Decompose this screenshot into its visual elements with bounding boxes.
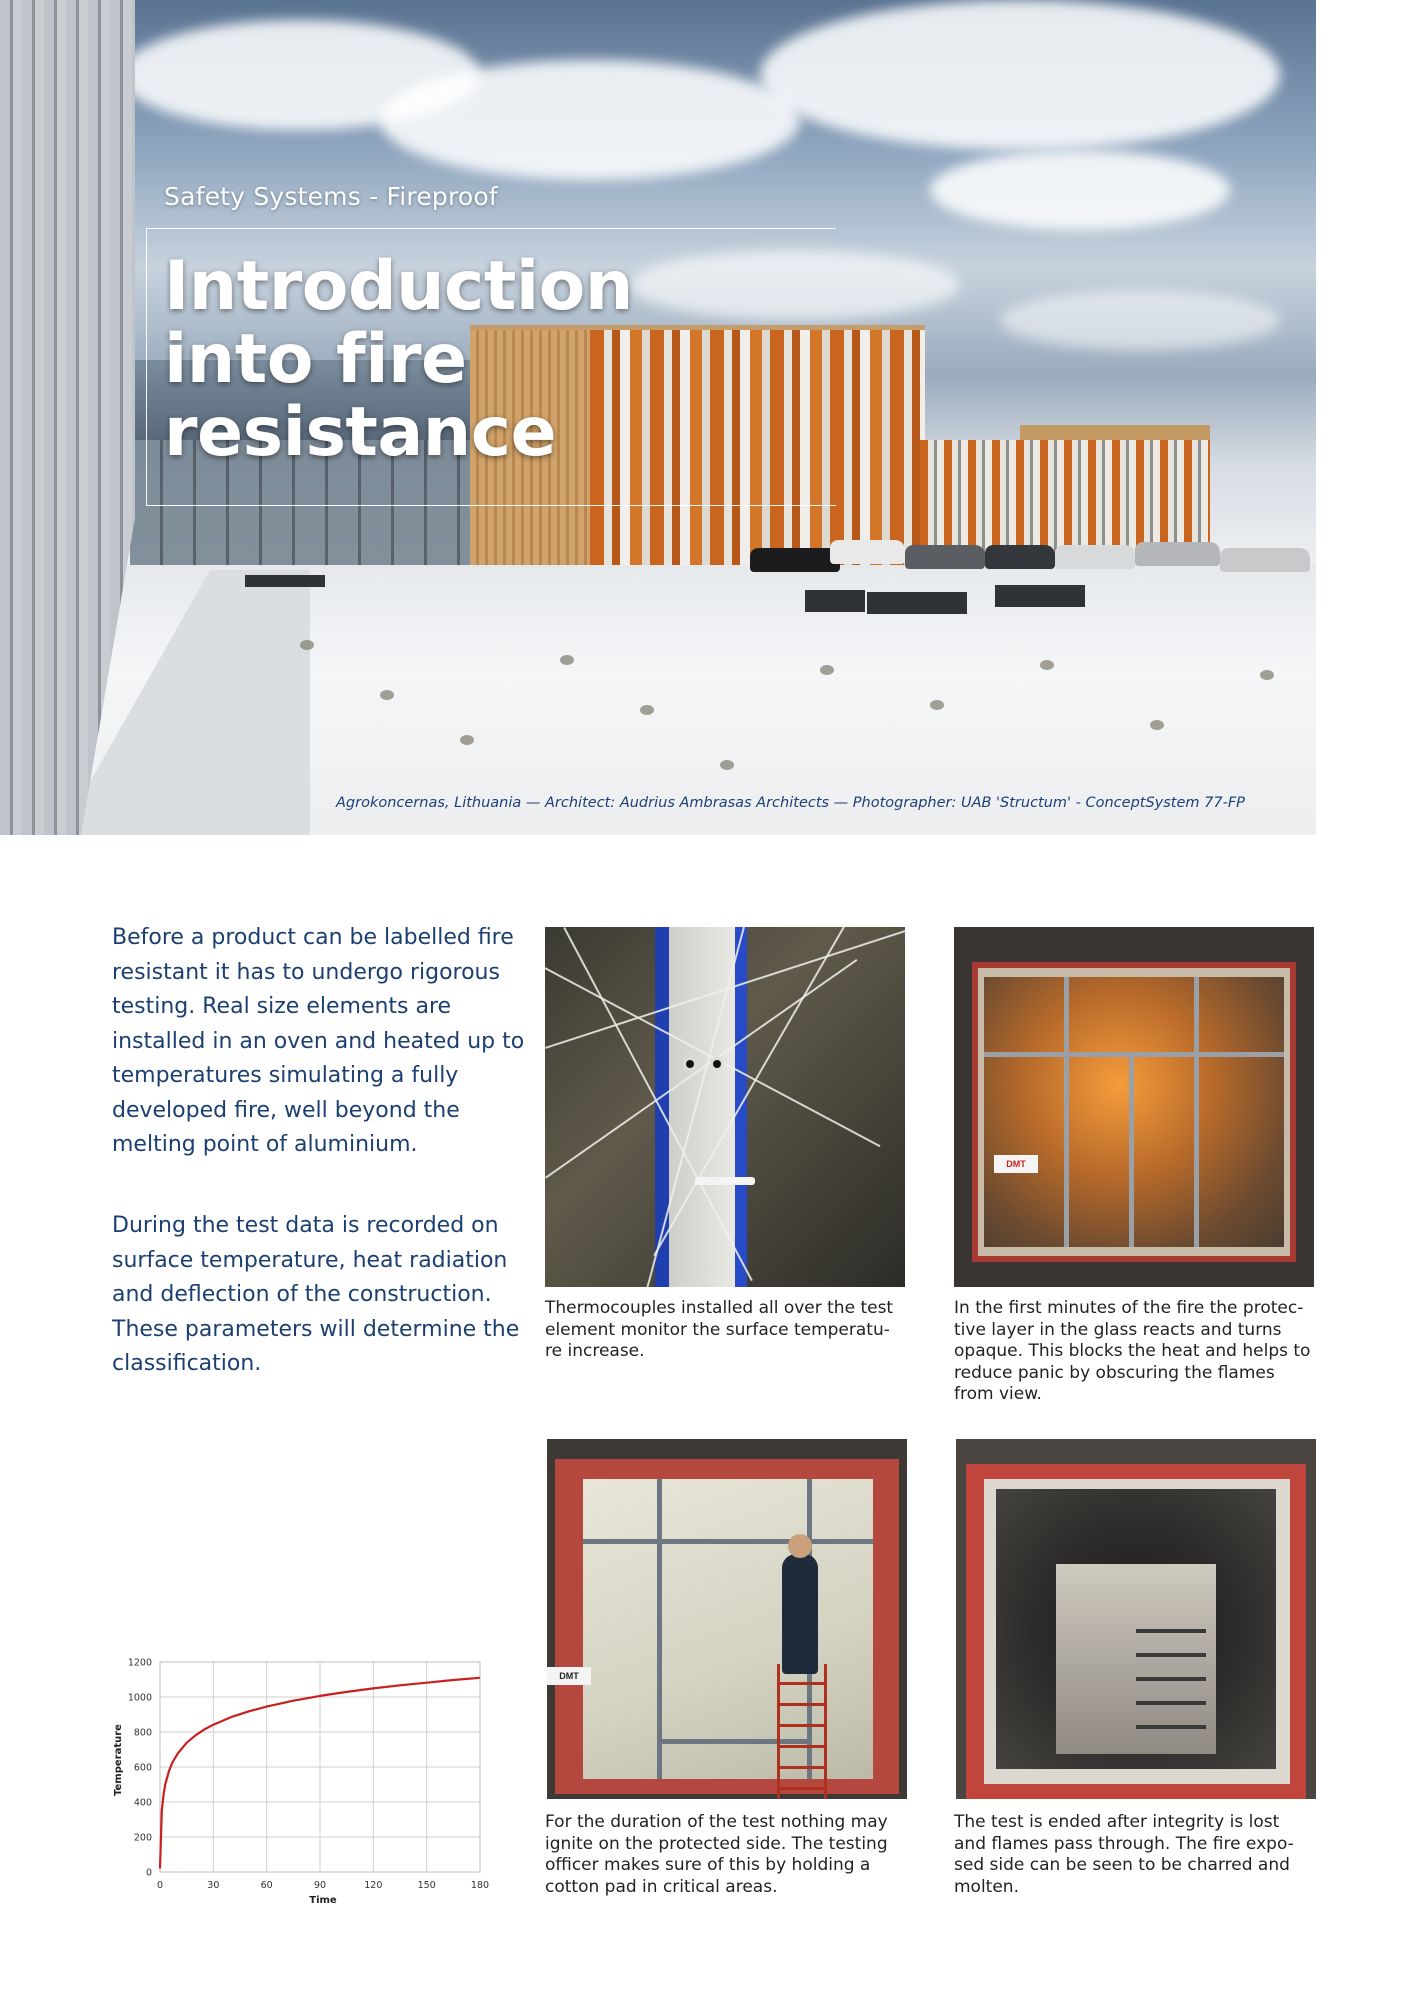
grass-tuft <box>1150 720 1164 730</box>
x-axis-label: Time <box>309 1895 337 1906</box>
y-tick-label: 400 <box>133 1797 152 1809</box>
car <box>750 548 840 572</box>
photo-testing-officer <box>547 1439 907 1799</box>
testing-officer <box>782 1554 818 1674</box>
thermocouple-sensor <box>683 1057 697 1071</box>
thermocouple-sensor <box>710 1057 724 1071</box>
x-tick-label: 30 <box>207 1880 220 1891</box>
officer-head <box>788 1534 812 1558</box>
cloud <box>760 0 1280 150</box>
intro-paragraph-2: During the test data is recorded on surface temperature, heat radiation and deflection of the construction. These parameters will determine the classification. <box>112 1213 520 1376</box>
bench <box>867 592 967 614</box>
x-tick-label: 90 <box>313 1880 327 1891</box>
page-title: Introduction into fire resistance <box>164 247 633 472</box>
hero-caption: Agrokoncernas, Lithuania — Architect: Audrius Ambrasas Architects — Photographer: UAB 'Structum' - ConceptSystem 77-FP <box>336 795 1245 811</box>
dmt-label: DMT <box>547 1667 591 1685</box>
photo-first-minutes <box>954 927 1314 1287</box>
y-tick-label: 0 <box>145 1867 152 1879</box>
grass-tuft <box>300 640 314 650</box>
mullion <box>583 1539 873 1544</box>
x-tick-label: 60 <box>260 1880 273 1891</box>
car <box>1220 548 1310 572</box>
grass-tuft <box>460 735 474 745</box>
x-axis-ticks <box>157 1880 489 1891</box>
opaque-glass <box>984 977 1284 1247</box>
y-tick-label: 600 <box>133 1762 152 1774</box>
mullion <box>1064 977 1069 1247</box>
y-axis-ticks <box>128 1658 152 1879</box>
car <box>1135 542 1220 566</box>
hero-kicker: Safety Systems - Fireproof <box>164 182 498 211</box>
mullion <box>657 1479 662 1779</box>
cloud <box>930 150 1230 230</box>
x-tick-label: 150 <box>417 1880 436 1891</box>
chart-grid <box>160 1662 480 1872</box>
bench <box>995 585 1085 607</box>
dmt-label: DMT <box>994 1155 1038 1173</box>
grass-tuft <box>560 655 574 665</box>
car <box>905 545 985 569</box>
y-tick-label: 800 <box>133 1727 152 1739</box>
photo-thermocouples <box>545 927 905 1287</box>
photo-caption-3: For the duration of the test nothing may ignite on the protected side. The testing officer makes sure of this by holding a cotton pad in critical areas. <box>545 1812 888 1897</box>
shelving <box>1136 1629 1206 1739</box>
photo-charred-side <box>956 1439 1316 1799</box>
y-tick-label: 1200 <box>127 1657 152 1669</box>
grass-tuft <box>1260 670 1274 680</box>
grass-tuft <box>1040 660 1054 670</box>
mullion <box>1129 1052 1134 1247</box>
photo-caption-2: In the first minutes of the fire the protec-tive layer in the glass reacts and turns opaque. This blocks the heat and helps to reduce panic by obscuring the flames from view. <box>954 1298 1311 1404</box>
car <box>985 545 1055 569</box>
intro-paragraph-1: Before a product can be labelled fire resistant it has to undergo rigorous testing. Real size elements are installed in an oven and heated up to temperatures simulating a fully developed fire, well beyond the melting point of aluminium. <box>112 925 525 1157</box>
grass-tuft <box>640 705 654 715</box>
grass-tuft <box>820 665 834 675</box>
x-tick-label: 180 <box>470 1880 490 1891</box>
grass-tuft <box>380 690 394 700</box>
photo-caption-4: The test is ended after integrity is lost and flames pass through. The fire expo-sed side can be seen to be charred and molten. <box>954 1812 1294 1897</box>
ladder <box>777 1664 827 1799</box>
car <box>830 540 905 564</box>
temperature-time-chart <box>108 1650 493 1910</box>
y-tick-label: 1000 <box>127 1692 152 1704</box>
mullion <box>1194 977 1199 1247</box>
x-tick-label: 0 <box>156 1880 164 1891</box>
grass-tuft <box>930 700 944 710</box>
cloud <box>1000 290 1280 350</box>
x-tick-label: 120 <box>364 1880 383 1891</box>
cloud <box>380 60 800 180</box>
y-tick-label: 200 <box>133 1832 152 1844</box>
protected-side <box>583 1479 873 1779</box>
bench <box>805 590 865 612</box>
grass-tuft <box>720 760 734 770</box>
door-handle <box>695 1177 755 1185</box>
y-axis-label: Temperature <box>113 1724 124 1796</box>
mullion <box>984 1052 1284 1057</box>
bench <box>245 575 325 587</box>
car <box>1055 545 1135 569</box>
photo-caption-1: Thermocouples installed all over the test element monitor the surface temperatu-re increase. <box>545 1298 894 1361</box>
